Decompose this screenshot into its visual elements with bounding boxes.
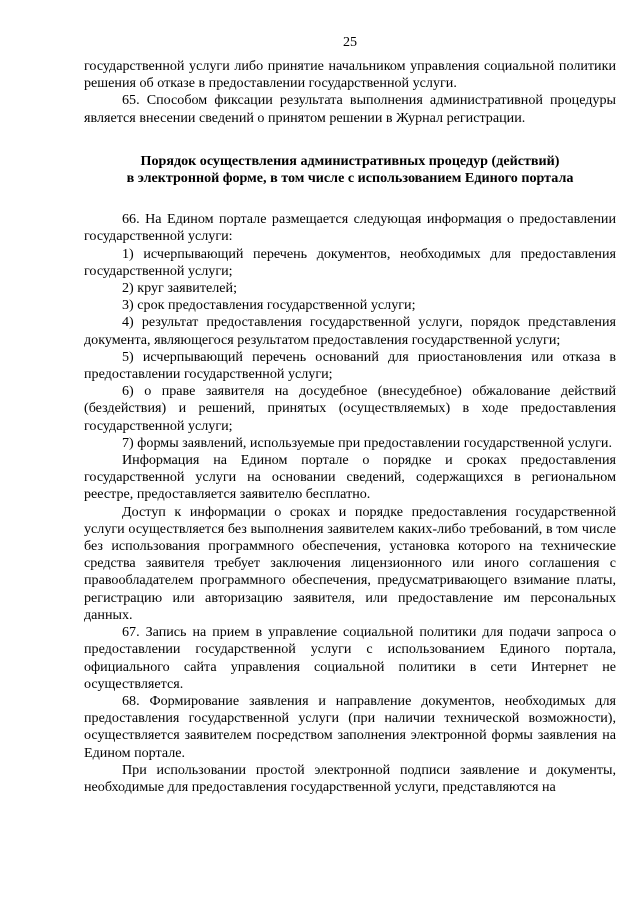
list-item-1: 1) исчерпывающий перечень документов, необходимых для предоставления государственной услуги; <box>84 245 616 279</box>
paragraph-67: 67. Запись на прием в управление социальной политики для подачи запроса о предоставлении государственной услуги с использованием Единого портала, официального сайта управления социальной политики в сети Интернет не осуществляется. <box>84 624 616 692</box>
list-item-4: 4) результат предоставления государственной услуги, порядок представления документа, являющегося результатом предоставления государственной услуги; <box>84 314 616 348</box>
info-free-paragraph: Информация на Едином портале о порядке и сроках предоставления государственной услуги на основании сведений, содержащихся в региональном реестре, предоставляется заявителю бесплатно. <box>84 452 616 503</box>
list-item-5: 5) исчерпывающий перечень оснований для приостановления или отказа в предоставлении государственной услуги; <box>84 348 616 383</box>
list-item-6: 6) о праве заявителя на досудебное (внесудебное) обжалование действий (бездействия) и решений, принятых (осуществляемых) в ходе предоставления государственной услуги; <box>84 383 616 434</box>
paragraph-65: 65. Способом фиксации результата выполнения административной процедуры является внесении сведений о принятом решении в Журнал регистрации. <box>84 92 616 126</box>
section-heading-line-2: в электронной форме, в том числе с использованием Единого портала <box>126 170 574 187</box>
section-heading <box>84 153 616 187</box>
paragraph-66: 66. На Едином портале размещается следующая информация о предоставлении государственной услуги: <box>84 211 616 245</box>
continuation-paragraph: государственной услуги либо принятие начальником управления социальной политики решения об отказе в предоставлении государственной услуги. <box>84 58 616 92</box>
paragraph-68: 68. Формирование заявления и направление документов, необходимых для предоставления государственной услуги (при наличии технической возможности), осуществляется заявителем посредством заполнения электронной формы заявления на Едином портале. <box>84 692 616 761</box>
section-heading-line-1: Порядок осуществления административных процедур (действий) <box>140 152 560 169</box>
access-paragraph: Доступ к информации о сроках и порядке предоставления государственной услуги осуществляется без выполнения заявителем каких-либо требований, в том числе без использования программного обеспечения, установка которого на технические средства заявителя требует заключения лицензионного или иного соглашения с правообладателем программного обеспечения, предусматривающего взимание платы, регистрацию или авторизацию заявителя, или предоставление им персональных данных. <box>84 503 616 623</box>
list-item-3: 3) срок предоставления государственной услуги; <box>122 297 416 314</box>
list-item-2: 2) круг заявителей; <box>122 280 237 297</box>
list-item-7: 7) формы заявлений, используемые при предоставлении государственной услуги. <box>122 434 612 451</box>
page-number: 25 <box>342 34 358 50</box>
signature-paragraph: При использовании простой электронной подписи заявление и документы, необходимые для предоставления государственной услуги, представляются на <box>84 761 616 795</box>
